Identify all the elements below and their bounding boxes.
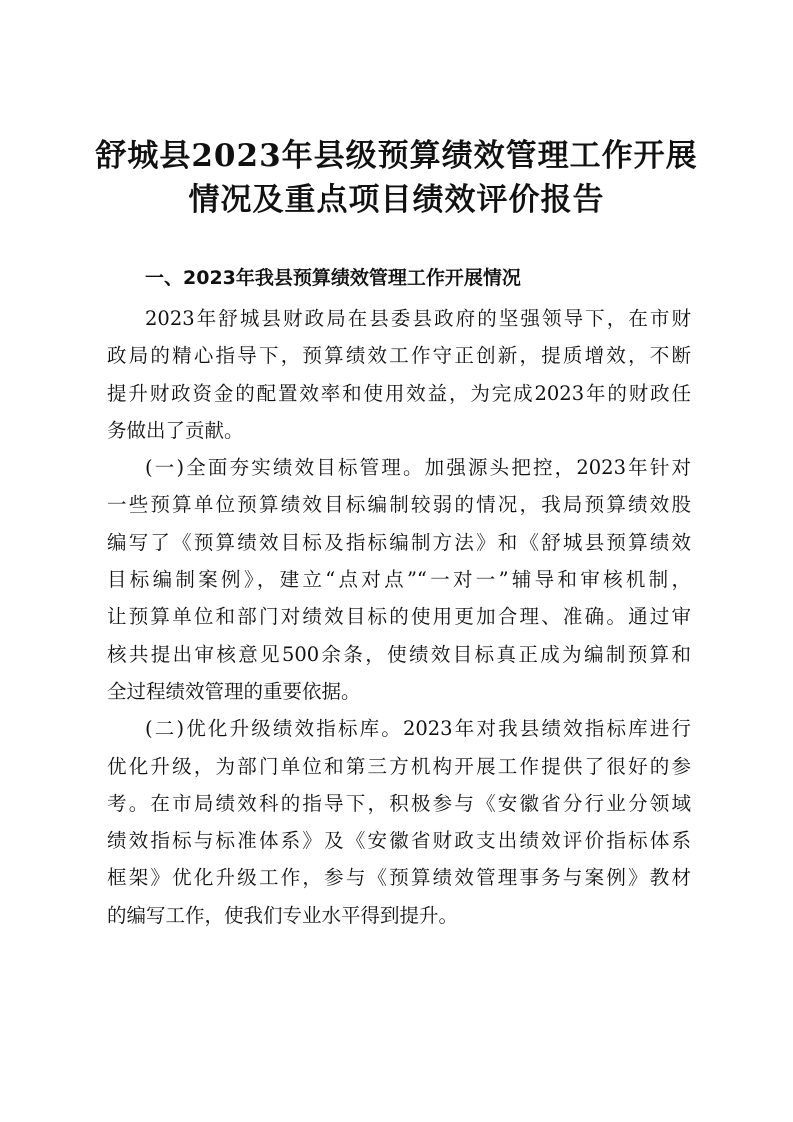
text-line: 绩效指标与标准体系》及《安徽省财政支出绩效评价指标体系 <box>107 829 691 853</box>
text-line: 2023年舒城县财政局在县委县政府的坚强领导下，在市财 <box>145 307 691 330</box>
text-line: 全过程绩效管理的重要依据。 <box>107 679 361 703</box>
text-line: 一些预算单位预算绩效目标编制较弱的情况，我局预算绩效股 <box>107 493 691 517</box>
report-title <box>0 134 793 222</box>
title-line: 情况及重点项目绩效评价报告 <box>188 182 605 218</box>
text-line: 优化升级，为部门单位和第三方机构开展工作提供了很好的参 <box>107 754 691 778</box>
text-line: 的编写工作，使我们专业水平得到提升。 <box>107 903 459 927</box>
text-line: 务做出了贡献。 <box>107 418 244 442</box>
text-line: 框架》优化升级工作，参与《预算绩效管理事务与案例》教材 <box>107 866 691 890</box>
text-line: 目标编制案例》，建立“点对点”“一对一”辅导和审核机制， <box>107 568 691 592</box>
paragraph-goal-management <box>107 449 691 710</box>
text-line: (二)优化升级绩效指标库。2023年对我县绩效指标库进行 <box>145 717 691 741</box>
text-line: 考。在市局绩效科的指导下，积极参与《安徽省分行业分领域 <box>107 791 691 815</box>
report-body <box>107 258 691 934</box>
text-line: (一)全面夯实绩效目标管理。加强源头把控，2023年针对 <box>145 456 691 480</box>
text-line: 让预算单位和部门对绩效目标的使用更加合理、准确。通过审 <box>107 605 691 629</box>
text-line: 核共提出审核意见500余条，使绩效目标真正成为编制预算和 <box>107 642 691 666</box>
title-line: 舒城县2023年县级预算绩效管理工作开展 <box>95 138 698 174</box>
text-line: 编写了《预算绩效目标及指标编制方法》和《舒城县预算绩效 <box>107 530 691 554</box>
section-heading: 一、2023年我县预算绩效管理工作开展情况 <box>145 267 521 289</box>
paragraph-indicator-library <box>107 710 691 934</box>
text-line: 提升财政资金的配置效率和使用效益，为完成2023年的财政任 <box>107 381 691 405</box>
text-line: 政局的精心指导下，预算绩效工作守正创新，提质增效，不断 <box>107 344 691 368</box>
paragraph-intro <box>107 300 691 449</box>
